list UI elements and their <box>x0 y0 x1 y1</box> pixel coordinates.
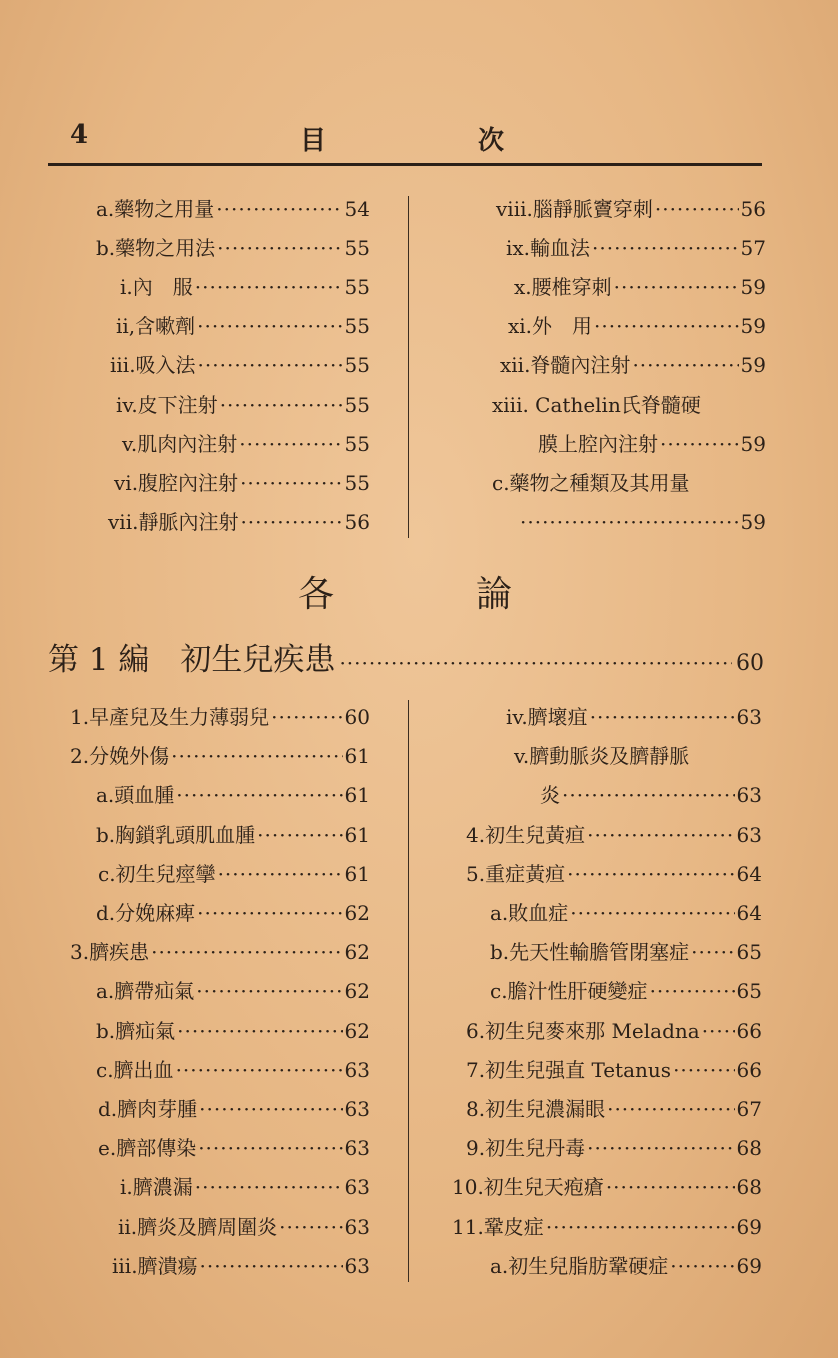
toc-entry-page: 59 <box>740 353 766 378</box>
toc-entry[interactable] <box>96 190 370 229</box>
toc-entry[interactable] <box>112 1247 370 1286</box>
toc-entry[interactable] <box>496 190 766 229</box>
toc-entry-label: 8.初生兒濃漏眼 <box>466 1097 606 1121</box>
toc-entry-page: 55 <box>344 314 370 339</box>
toc-entry-label: xi.外 用 <box>508 314 593 339</box>
toc-entry-label: c.臍出血 <box>96 1057 174 1082</box>
leader-dots <box>197 894 342 933</box>
toc-entry-page: 59 <box>740 509 766 534</box>
toc-entry-page: 55 <box>344 275 370 300</box>
toc-entry[interactable] <box>96 1051 370 1090</box>
leader-dots <box>271 698 342 737</box>
toc-entry-label: xiii. Cathelin氏脊髓硬 <box>492 392 701 417</box>
toc-entry[interactable] <box>506 698 762 737</box>
toc-entry[interactable] <box>466 855 762 894</box>
toc-entry[interactable] <box>492 464 766 503</box>
toc-entry[interactable] <box>116 386 370 425</box>
toc-entry-page: 63 <box>344 1175 370 1200</box>
leader-dots <box>196 972 342 1011</box>
column-divider-top <box>408 196 409 538</box>
leader-dots <box>632 346 738 385</box>
leader-dots <box>594 307 739 346</box>
toc-entry[interactable] <box>110 346 370 385</box>
toc-entry[interactable] <box>70 698 370 737</box>
leader-dots <box>562 776 735 815</box>
leader-dots <box>570 894 734 933</box>
toc-entry[interactable] <box>116 307 370 346</box>
toc-entry-page: 67 <box>736 1097 762 1121</box>
toc-entry-label: c.藥物之種類及其用量 <box>492 470 690 495</box>
leader-dots <box>546 1208 735 1247</box>
toc-entry-page: 60 <box>344 705 370 729</box>
toc-entry-label: b.藥物之用法 <box>96 236 216 261</box>
toc-entry[interactable] <box>96 776 370 815</box>
leader-dots <box>520 503 739 542</box>
toc-entry[interactable] <box>96 816 370 855</box>
toc-entry-label: ii.臍炎及臍周圍炎 <box>118 1214 278 1239</box>
toc-entry-page: 55 <box>344 353 370 378</box>
toc-entry[interactable] <box>452 1208 762 1247</box>
toc-entry-label: 9.初生兒丹毒 <box>466 1136 586 1161</box>
leader-dots <box>587 1129 734 1168</box>
toc-entry[interactable] <box>98 855 370 894</box>
leader-dots <box>195 1168 343 1207</box>
toc-entry-label: 11.鞏皮症 <box>452 1214 544 1239</box>
leader-dots <box>216 190 342 229</box>
toc-entry-page: 61 <box>344 744 370 769</box>
toc-entry[interactable] <box>108 503 370 542</box>
toc-entry-label: 4.初生兒黃疸 <box>466 822 586 847</box>
toc-entry-page: 68 <box>736 1175 762 1200</box>
toc-entry-page: 64 <box>736 901 762 925</box>
toc-entry-label: iv.臍壞疽 <box>506 705 588 729</box>
toc-entry-label: 10.初生兒天疱瘡 <box>452 1175 604 1200</box>
toc-entry[interactable] <box>538 425 766 464</box>
toc-entry-page: 65 <box>736 979 762 1004</box>
toc-entry-label: i.臍濃漏 <box>120 1175 193 1200</box>
leader-dots <box>614 268 739 307</box>
leader-dots <box>176 776 342 815</box>
toc-entry-page: 59 <box>740 275 766 300</box>
leader-dots <box>217 229 342 268</box>
toc-entry-label: a.頭血腫 <box>96 783 175 808</box>
toc-entry[interactable] <box>120 268 370 307</box>
toc-entry[interactable] <box>490 1247 762 1286</box>
part-heading-entry[interactable] <box>48 634 764 684</box>
toc-entry-label: 1.早產兒及生力薄弱兒 <box>70 705 270 729</box>
toc-entry[interactable] <box>540 776 762 815</box>
toc-entry-page: 64 <box>736 861 762 886</box>
leader-dots <box>606 1168 735 1207</box>
toc-entry-label: 2.分娩外傷 <box>70 744 170 769</box>
leader-dots <box>670 1247 734 1286</box>
toc-entry-label: ii,含嗽劑 <box>116 314 196 339</box>
header-rule <box>48 163 762 166</box>
toc-entry-page: 55 <box>344 470 370 495</box>
toc-entry-label: 炎 <box>540 783 560 808</box>
toc-entry-page: 59 <box>740 431 766 456</box>
leader-dots <box>239 425 342 464</box>
toc-entry-label: vii.靜脈內注射 <box>108 509 239 534</box>
toc-entry-label: e.臍部傳染 <box>98 1136 197 1161</box>
toc-entry-label: c.膽汁性肝硬變症 <box>490 979 648 1004</box>
toc-entry-label: a.臍帶疝氣 <box>96 979 195 1004</box>
toc-entry-page: 62 <box>344 979 370 1004</box>
leader-dots <box>339 651 732 675</box>
leader-dots <box>607 1090 734 1129</box>
header-title-left: 目 <box>300 126 327 156</box>
toc-entry[interactable] <box>500 346 766 385</box>
toc-entry-label: 3.臍疾患 <box>70 940 150 965</box>
leader-dots <box>240 464 342 503</box>
toc-entry-label: 膜上腔內注射 <box>538 431 658 456</box>
toc-entry-page: 56 <box>344 509 370 534</box>
toc-entry-label: b.先天性輸膽管閉塞症 <box>490 940 690 965</box>
section-heading <box>0 566 838 616</box>
toc-entry[interactable] <box>466 1012 762 1051</box>
toc-entry-page: 63 <box>344 1136 370 1161</box>
toc-entry-label: a.敗血症 <box>490 901 569 925</box>
leader-dots <box>702 1012 735 1051</box>
toc-entry-page: 68 <box>736 1136 762 1161</box>
leader-dots <box>218 855 343 894</box>
leader-dots <box>660 425 739 464</box>
toc-entry-label: b.臍疝氣 <box>96 1018 176 1043</box>
toc-entry-page: 62 <box>344 1018 370 1043</box>
toc-entry[interactable] <box>120 1168 370 1207</box>
leader-dots <box>198 346 343 385</box>
toc-entry[interactable] <box>490 894 762 933</box>
toc-entry-page: 63 <box>736 705 762 729</box>
part-heading-page: 60 <box>736 651 764 676</box>
toc-entry-page: 63 <box>344 1253 370 1278</box>
toc-entry-label: 5.重症黃疸 <box>466 861 566 886</box>
toc-entry-page: 63 <box>736 822 762 847</box>
toc-entry[interactable] <box>96 894 370 933</box>
toc-entry[interactable] <box>122 425 370 464</box>
toc-entry[interactable] <box>466 1051 762 1090</box>
toc-entry[interactable] <box>452 1168 762 1207</box>
leader-dots <box>195 268 343 307</box>
leader-dots <box>673 1051 734 1090</box>
toc-entry[interactable] <box>98 1090 370 1129</box>
toc-entry-page: 63 <box>344 1214 370 1239</box>
leader-dots <box>198 1129 342 1168</box>
toc-entry[interactable] <box>518 503 766 542</box>
toc-entry-page: 61 <box>344 822 370 847</box>
toc-entry[interactable] <box>96 972 370 1011</box>
toc-entry-label: a.初生兒脂肪鞏硬症 <box>490 1253 669 1278</box>
toc-entry[interactable] <box>114 464 370 503</box>
toc-entry[interactable] <box>70 933 370 972</box>
leader-dots <box>220 386 343 425</box>
toc-entry-label: viii.腦靜脈竇穿刺 <box>496 197 653 221</box>
toc-entry-page: 66 <box>736 1057 762 1082</box>
toc-entry-label: d.臍肉芽腫 <box>98 1097 198 1121</box>
toc-entry-label: 6.初生兒麥來那 Meladna <box>466 1018 700 1043</box>
toc-entry-page: 65 <box>736 940 762 965</box>
toc-entry-label: a.藥物之用量 <box>96 197 215 221</box>
toc-entry-label: c.初生兒痙攣 <box>98 861 216 886</box>
toc-entry-page: 63 <box>344 1097 370 1121</box>
toc-entry-page: 63 <box>344 1057 370 1082</box>
toc-entry-label: d.分娩麻痺 <box>96 901 196 925</box>
toc-entry-page: 61 <box>344 861 370 886</box>
leader-dots <box>200 1247 343 1286</box>
toc-entry[interactable] <box>466 1090 762 1129</box>
part-heading-label: 第 1 編 初生兒疾患 <box>48 642 336 678</box>
toc-entry-page: 69 <box>736 1253 762 1278</box>
toc-entry[interactable] <box>514 268 766 307</box>
toc-entry[interactable] <box>490 972 762 1011</box>
toc-entry-page: 54 <box>344 197 370 221</box>
toc-entry-label: iii.臍潰瘍 <box>112 1253 198 1278</box>
leader-dots <box>691 933 734 972</box>
toc-entry[interactable] <box>96 1012 370 1051</box>
toc-entry-page: 69 <box>736 1214 762 1239</box>
toc-entry[interactable] <box>70 737 370 776</box>
toc-entry-page: 55 <box>344 392 370 417</box>
toc-entry-label: 7.初生兒强直 Tetanus <box>466 1057 672 1082</box>
page-number: 4 <box>70 120 89 150</box>
leader-dots <box>590 698 735 737</box>
leader-dots <box>567 855 734 894</box>
toc-entry-label: iii.吸入法 <box>110 353 196 378</box>
toc-entry-page: 57 <box>740 236 766 261</box>
section-heading-left: 各 <box>298 574 335 615</box>
column-divider-bottom <box>408 700 409 1282</box>
leader-dots <box>197 307 342 346</box>
toc-entry-page: 61 <box>344 783 370 808</box>
toc-entry-page: 56 <box>740 197 766 221</box>
toc-entry-page: 62 <box>344 901 370 925</box>
toc-entry-page: 55 <box>344 236 370 261</box>
toc-entry[interactable] <box>514 737 762 776</box>
toc-entry-label: iv.皮下注射 <box>116 392 218 417</box>
toc-entry-page: 66 <box>736 1018 762 1043</box>
leader-dots <box>587 816 734 855</box>
leader-dots <box>177 1012 342 1051</box>
leader-dots <box>257 816 342 855</box>
leader-dots <box>650 972 735 1011</box>
toc-entry-label: vi.腹腔內注射 <box>114 470 239 495</box>
toc-entry[interactable] <box>508 307 766 346</box>
page-header <box>0 120 838 160</box>
leader-dots <box>655 190 739 229</box>
section-heading-right: 論 <box>476 574 513 615</box>
toc-entry[interactable] <box>492 386 766 425</box>
toc-entry-label: x.腰椎穿刺 <box>514 275 612 300</box>
leader-dots <box>151 933 342 972</box>
toc-entry-page: 59 <box>740 314 766 339</box>
toc-entry-label: xii.脊髓內注射 <box>500 353 631 378</box>
toc-entry-label: ix.輸血法 <box>506 236 591 261</box>
toc-entry[interactable] <box>506 229 766 268</box>
header-title-right: 次 <box>478 126 505 156</box>
leader-dots <box>240 503 342 542</box>
toc-entry-label: v.臍動脈炎及臍靜脈 <box>514 744 690 769</box>
toc-entry[interactable] <box>466 1129 762 1168</box>
toc-entry[interactable] <box>98 1129 370 1168</box>
leader-dots <box>592 229 739 268</box>
leader-dots <box>199 1090 342 1129</box>
leader-dots <box>279 1208 342 1247</box>
toc-entry-page: 63 <box>736 783 762 808</box>
toc-entry[interactable] <box>466 816 762 855</box>
toc-entry[interactable] <box>490 933 762 972</box>
toc-entry-label: b.胸鎖乳頭肌血腫 <box>96 822 256 847</box>
toc-entry-page: 55 <box>344 431 370 456</box>
toc-entry-label: v.肌肉內注射 <box>122 431 238 456</box>
toc-entry[interactable] <box>96 229 370 268</box>
toc-entry[interactable] <box>118 1208 370 1247</box>
toc-entry-label: i.內 服 <box>120 275 193 300</box>
leader-dots <box>171 737 342 776</box>
toc-entry-page: 62 <box>344 940 370 965</box>
leader-dots <box>176 1051 343 1090</box>
